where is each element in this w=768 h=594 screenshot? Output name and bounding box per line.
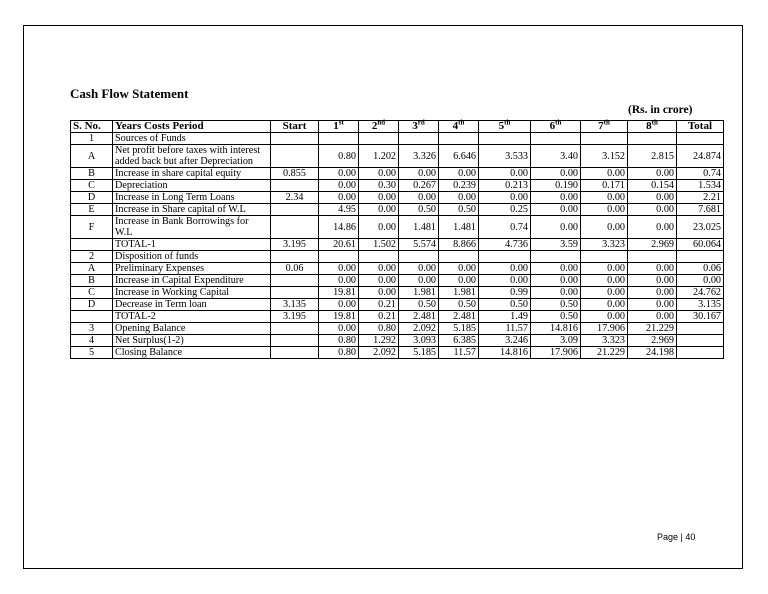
cell-description: Closing Balance [113,347,271,359]
cell-year-7: 0.00 [581,299,628,311]
cell-year-6 [531,251,581,263]
cell-year-4 [439,251,479,263]
cell-total [677,133,724,145]
table-row [71,180,724,192]
cell-sno [71,239,113,251]
cell-year-1: 0.00 [319,168,359,180]
cell-year-4: 0.50 [439,299,479,311]
cell-start [271,347,319,359]
cell-year-7: 0.00 [581,216,628,239]
cell-total: 30.167 [677,311,724,323]
cell-year-7: 0.00 [581,275,628,287]
cell-year-2: 0.00 [359,168,399,180]
cell-year-5: 0.00 [479,168,531,180]
cell-sno: C [71,180,113,192]
cell-description: Net Surplus(1-2) [113,335,271,347]
cell-year-6: 3.59 [531,239,581,251]
cell-total: 23.025 [677,216,724,239]
cell-sno: 3 [71,323,113,335]
cell-year-2: 0.21 [359,299,399,311]
cell-year-2: 0.00 [359,287,399,299]
table-row [71,133,724,145]
cell-year-4: 1.481 [439,216,479,239]
cell-year-8: 2.969 [628,335,677,347]
cell-description: TOTAL-1 [113,239,271,251]
cell-start [271,287,319,299]
cell-year-4: 11.57 [439,347,479,359]
cell-year-2: 0.80 [359,323,399,335]
cell-year-8: 0.00 [628,311,677,323]
cell-year-1: 19.81 [319,311,359,323]
cell-year-1: 20.61 [319,239,359,251]
cell-year-7 [581,133,628,145]
cell-description: Increase in Capital Expenditure [113,275,271,287]
cell-year-3: 5.574 [399,239,439,251]
cell-total: 24.762 [677,287,724,299]
cell-start: 3.195 [271,239,319,251]
header-year-8: 8th [628,121,677,133]
cell-sno: D [71,192,113,204]
cell-year-2: 2.092 [359,347,399,359]
cell-year-2: 0.00 [359,204,399,216]
cell-year-8: 24.198 [628,347,677,359]
cell-year-4: 0.00 [439,263,479,275]
cell-start: 0.855 [271,168,319,180]
table-row [71,311,724,323]
cell-year-1 [319,133,359,145]
cell-year-5: 3.533 [479,145,531,168]
table-row [71,335,724,347]
cell-description: Depreciation [113,180,271,192]
cell-description: Disposition of funds [113,251,271,263]
cell-year-1: 0.00 [319,263,359,275]
cell-sno: C [71,287,113,299]
cell-total: 3.135 [677,299,724,311]
header-total: Total [677,121,724,133]
cell-year-4: 0.00 [439,192,479,204]
cell-description: TOTAL-2 [113,311,271,323]
cell-year-4: 0.239 [439,180,479,192]
cell-start [271,216,319,239]
unit-label: (Rs. in crore) [628,104,693,116]
cell-year-7: 0.00 [581,168,628,180]
cell-year-6: 0.50 [531,299,581,311]
header-year-3: 3rd [399,121,439,133]
table-row [71,275,724,287]
cell-year-8: 0.00 [628,275,677,287]
cell-description: Increase in Working Capital [113,287,271,299]
cell-start: 3.195 [271,311,319,323]
cell-year-5 [479,133,531,145]
cell-year-1: 0.00 [319,180,359,192]
cell-year-7: 0.00 [581,204,628,216]
cell-year-2: 1.202 [359,145,399,168]
cell-year-5: 4.736 [479,239,531,251]
cell-total: 2.21 [677,192,724,204]
header-year-4: 4th [439,121,479,133]
cell-year-6: 0.50 [531,311,581,323]
cell-year-7 [581,251,628,263]
cell-year-3: 0.00 [399,192,439,204]
cell-year-4: 6.646 [439,145,479,168]
cell-year-2: 1.292 [359,335,399,347]
cell-total: 24.874 [677,145,724,168]
cell-year-8: 21.229 [628,323,677,335]
cell-year-1: 4.95 [319,204,359,216]
cell-year-6: 0.00 [531,192,581,204]
cell-year-8 [628,251,677,263]
cell-description: Increase in Share capital of W.L [113,204,271,216]
cell-year-3: 0.50 [399,299,439,311]
cell-total: 0.06 [677,263,724,275]
table-row [71,323,724,335]
cell-start: 0.06 [271,263,319,275]
cell-year-3: 2.481 [399,311,439,323]
table-row [71,192,724,204]
table-body [71,133,724,359]
cell-year-2: 0.00 [359,275,399,287]
cell-year-3: 3.093 [399,335,439,347]
cell-sno: A [71,263,113,275]
cell-year-7: 21.229 [581,347,628,359]
document-title: Cash Flow Statement [70,86,189,101]
cell-year-1: 0.80 [319,335,359,347]
cell-description: Decrease in Term loan [113,299,271,311]
cell-year-1: 0.00 [319,299,359,311]
cell-start [271,180,319,192]
cell-year-5: 1.49 [479,311,531,323]
cell-year-2: 0.00 [359,192,399,204]
cell-year-7: 0.00 [581,311,628,323]
cell-year-1: 0.80 [319,145,359,168]
header-year-7: 7th [581,121,628,133]
table-row [71,204,724,216]
cell-sno: 4 [71,335,113,347]
cell-year-6: 14.816 [531,323,581,335]
cell-year-3: 0.50 [399,204,439,216]
cell-year-6: 0.00 [531,275,581,287]
cell-year-4: 8.866 [439,239,479,251]
cell-year-5: 14.816 [479,347,531,359]
cell-total: 0.74 [677,168,724,180]
cell-sno: A [71,145,113,168]
cell-year-6 [531,133,581,145]
cell-total [677,335,724,347]
cell-description: Increase in Long Term Loans [113,192,271,204]
cell-year-5: 0.00 [479,263,531,275]
cell-year-2: 0.21 [359,311,399,323]
cell-year-6: 17.906 [531,347,581,359]
cell-sno: 2 [71,251,113,263]
cell-year-3 [399,251,439,263]
cell-sno: 1 [71,133,113,145]
cell-year-8: 0.154 [628,180,677,192]
cell-year-7: 3.323 [581,335,628,347]
table-row [71,347,724,359]
cell-year-3 [399,133,439,145]
cell-year-3: 1.981 [399,287,439,299]
cell-year-2 [359,251,399,263]
cell-year-6: 0.00 [531,287,581,299]
table-row [71,145,724,168]
cell-year-1: 0.00 [319,192,359,204]
cell-year-5 [479,251,531,263]
cell-year-5: 0.00 [479,192,531,204]
cell-year-2: 0.00 [359,216,399,239]
cell-year-8: 0.00 [628,287,677,299]
cell-year-3: 0.00 [399,263,439,275]
table-row [71,216,724,239]
cell-year-5: 0.99 [479,287,531,299]
cell-year-7: 3.152 [581,145,628,168]
header-sno: S. No. [71,121,113,133]
cell-total [677,323,724,335]
cell-year-3: 2.092 [399,323,439,335]
header-year-1: 1st [319,121,359,133]
cell-sno: 5 [71,347,113,359]
header-year-6: 6th [531,121,581,133]
cell-year-7: 0.00 [581,263,628,275]
cell-year-6: 0.00 [531,216,581,239]
cell-year-2: 0.30 [359,180,399,192]
cell-year-4: 2.481 [439,311,479,323]
cell-total [677,347,724,359]
table-row [71,168,724,180]
cell-sno: B [71,275,113,287]
header-year-5: 5th [479,121,531,133]
header-year-2: 2nd [359,121,399,133]
cell-total: 0.00 [677,275,724,287]
header-description: Years Costs Period [113,121,271,133]
cell-year-5: 0.50 [479,299,531,311]
cell-year-8 [628,133,677,145]
cell-year-4 [439,133,479,145]
cell-sno: B [71,168,113,180]
cell-start [271,204,319,216]
cell-year-7: 0.00 [581,192,628,204]
cell-total [677,251,724,263]
cell-year-6: 0.00 [531,204,581,216]
cell-year-3: 3.326 [399,145,439,168]
cell-start [271,275,319,287]
cell-year-5: 0.25 [479,204,531,216]
cell-description: Sources of Funds [113,133,271,145]
cell-sno [71,311,113,323]
cell-description: Increase in Bank Borrowings for W.L [113,216,271,239]
cell-year-1: 0.00 [319,323,359,335]
cell-year-8: 2.969 [628,239,677,251]
cell-year-3: 0.00 [399,275,439,287]
cell-sno: F [71,216,113,239]
cell-year-1: 0.00 [319,275,359,287]
cell-year-1: 19.81 [319,287,359,299]
cell-year-4: 6.385 [439,335,479,347]
cell-year-8: 0.00 [628,204,677,216]
cell-year-6: 3.40 [531,145,581,168]
cell-sno: D [71,299,113,311]
cell-year-5: 0.74 [479,216,531,239]
cell-year-3: 5.185 [399,347,439,359]
cell-start: 2.34 [271,192,319,204]
cell-year-8: 0.00 [628,299,677,311]
cell-year-6: 3.09 [531,335,581,347]
cell-year-6: 0.190 [531,180,581,192]
table-row [71,299,724,311]
cell-year-7: 3.323 [581,239,628,251]
cell-year-6: 0.00 [531,263,581,275]
header-start: Start [271,121,319,133]
cell-description: Net profit before taxes with interest added back but after Depreciation [113,145,271,168]
cell-start [271,323,319,335]
cell-year-2: 0.00 [359,263,399,275]
table-header-row [71,121,724,133]
table-row [71,239,724,251]
cell-total: 60.064 [677,239,724,251]
cell-year-3: 1.481 [399,216,439,239]
cell-start [271,145,319,168]
cell-start: 3.135 [271,299,319,311]
cell-start [271,335,319,347]
cell-year-1: 0.80 [319,347,359,359]
cell-sno: E [71,204,113,216]
cell-start [271,133,319,145]
cell-year-7: 0.00 [581,287,628,299]
cell-start [271,251,319,263]
cell-total: 1.534 [677,180,724,192]
cell-year-3: 0.00 [399,168,439,180]
cell-year-7: 0.171 [581,180,628,192]
cell-year-8: 2.815 [628,145,677,168]
table-row [71,287,724,299]
cell-year-6: 0.00 [531,168,581,180]
cell-year-4: 0.00 [439,275,479,287]
cell-year-8: 0.00 [628,216,677,239]
cash-flow-table [70,120,724,359]
table-row [71,263,724,275]
cell-year-7: 17.906 [581,323,628,335]
cell-year-2 [359,133,399,145]
page-number: Page | 40 [657,532,696,542]
cell-year-8: 0.00 [628,168,677,180]
cell-year-3: 0.267 [399,180,439,192]
cell-description: Preliminary Expenses [113,263,271,275]
cell-year-5: 3.246 [479,335,531,347]
cell-total: 7.681 [677,204,724,216]
cell-year-5: 11.57 [479,323,531,335]
cell-year-4: 0.00 [439,168,479,180]
cell-year-4: 1.981 [439,287,479,299]
cell-year-1: 14.86 [319,216,359,239]
cell-year-1 [319,251,359,263]
cell-year-5: 0.213 [479,180,531,192]
cell-year-5: 0.00 [479,275,531,287]
cell-year-4: 5.185 [439,323,479,335]
cell-description: Increase in share capital equity [113,168,271,180]
cell-year-2: 1.502 [359,239,399,251]
table-row [71,251,724,263]
cell-year-8: 0.00 [628,263,677,275]
cell-year-4: 0.50 [439,204,479,216]
cell-year-8: 0.00 [628,192,677,204]
cell-description: Opening Balance [113,323,271,335]
